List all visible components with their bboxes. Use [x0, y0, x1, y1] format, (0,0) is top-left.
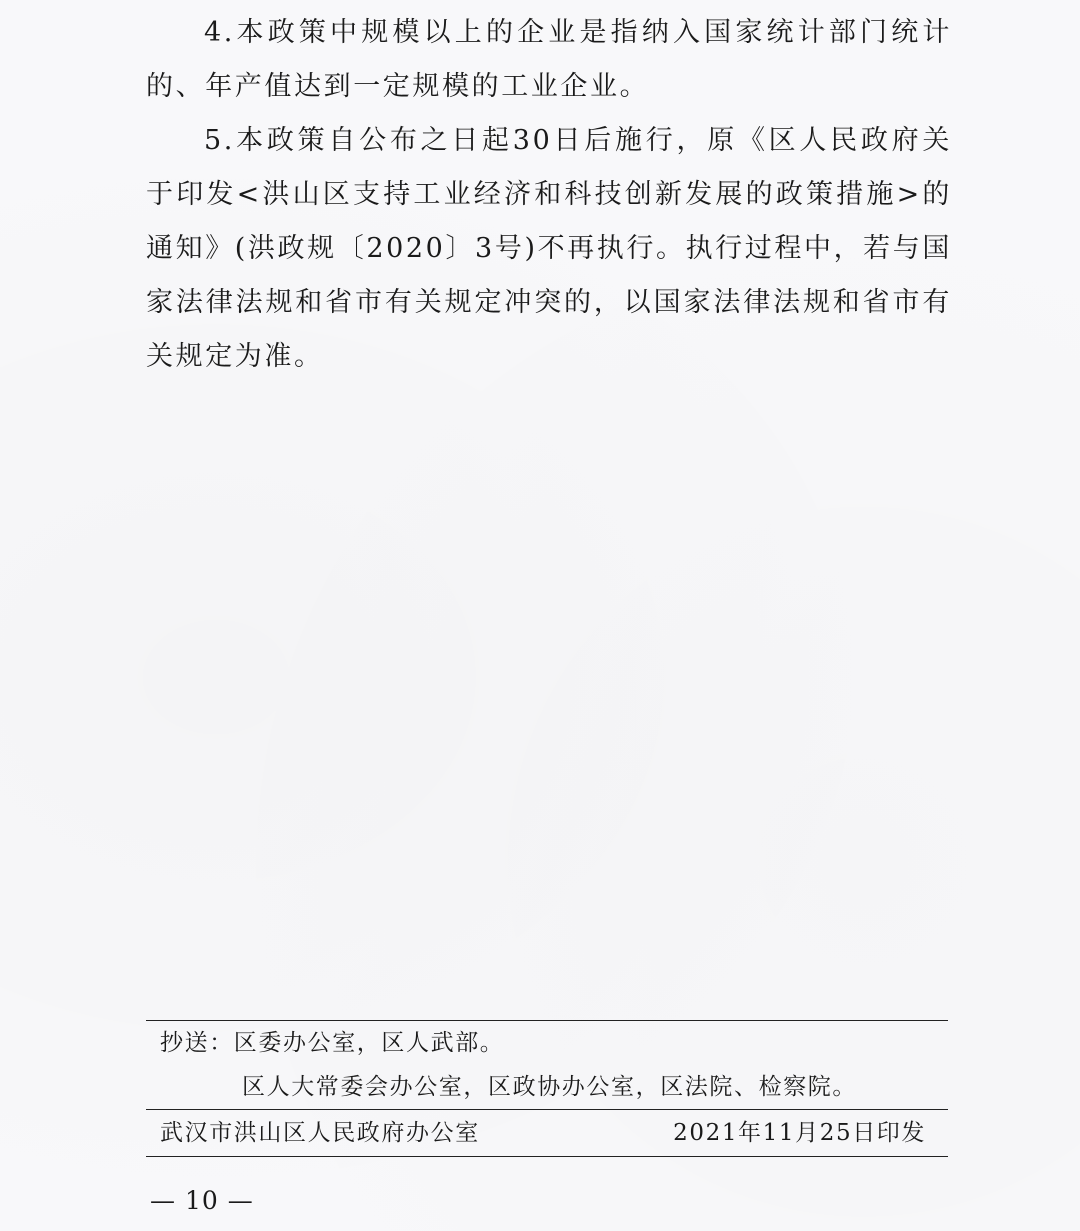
cc-line-primary: 抄送：区委办公室，区人武部。 [160, 1030, 505, 1056]
paragraph-item-4: 4.本政策中规模以上的企业是指纳入国家统计部门统计的、年产值达到一定规模的工业企业。 [146, 17, 952, 102]
issuing-office: 武汉市洪山区人民政府办公室 [160, 1120, 480, 1146]
distribution-footer [146, 1020, 948, 1157]
issue-date: 2021年11月25日印发 [673, 1120, 926, 1146]
paragraph-item-5: 5.本政策自公布之日起30日后施行，原《区人民政府关于印发<洪山区支持工业经济和科技创新发展的政策措施>的通知》(洪政规〔2020〕3号)不再执行。执行过程中，若与国家法律法规和省市有关规定冲突的，以国家法律法规和省市有关规定为准。 [146, 125, 952, 372]
issuer-row [146, 1110, 948, 1156]
footer-bottom-rule [146, 1156, 948, 1157]
cc-line-secondary: 区人大常委会办公室，区政协办公室，区法院、检察院。 [242, 1074, 857, 1100]
document-body [146, 6, 952, 384]
page-number: — 10 — [150, 1186, 254, 1215]
